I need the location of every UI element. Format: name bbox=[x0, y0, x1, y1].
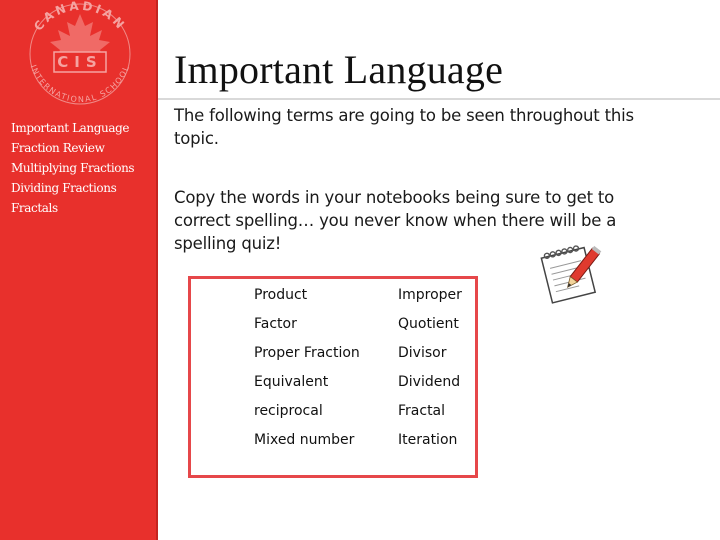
sidebar-divider bbox=[156, 0, 158, 540]
term-item: Divisor bbox=[398, 345, 447, 361]
term-item: Dividend bbox=[398, 374, 461, 390]
term-row bbox=[254, 374, 484, 403]
term-item: Improper bbox=[398, 287, 462, 303]
term-row bbox=[254, 287, 484, 316]
term-row bbox=[254, 432, 484, 461]
term-row bbox=[254, 345, 484, 374]
logo-bottom-text: INTERNATIONAL SCHOOL bbox=[28, 63, 132, 105]
term-item: Proper Fraction bbox=[254, 345, 360, 361]
cis-logo bbox=[14, 0, 146, 112]
sidebar-item-multiplying-fractions[interactable]: Multiplying Fractions bbox=[11, 161, 135, 175]
term-item: Mixed number bbox=[254, 432, 355, 448]
term-item: Factor bbox=[254, 316, 297, 332]
logo-center-text: CIS bbox=[57, 53, 103, 71]
sidebar-nav bbox=[11, 121, 151, 221]
instruction-paragraph: Copy the words in your notebooks being sure to get to correct spelling… you never know when there will be a spelling quiz! bbox=[174, 188, 617, 253]
sidebar-item-important-language[interactable]: Important Language bbox=[11, 121, 130, 135]
sidebar-item-dividing-fractions[interactable]: Dividing Fractions bbox=[11, 181, 117, 195]
term-row bbox=[254, 403, 484, 432]
term-row bbox=[254, 316, 484, 345]
term-item: reciprocal bbox=[254, 403, 323, 419]
term-item: Equivalent bbox=[254, 374, 329, 390]
intro-paragraph: The following terms are going to be seen throughout this topic. bbox=[174, 106, 634, 148]
terms-list bbox=[254, 287, 484, 461]
term-item: Fractal bbox=[398, 403, 446, 419]
term-item: Iteration bbox=[398, 432, 458, 448]
title-divider bbox=[158, 98, 720, 100]
sidebar-item-fraction-review[interactable]: Fraction Review bbox=[11, 141, 105, 155]
term-item: Quotient bbox=[398, 316, 459, 332]
sidebar-item-fractals[interactable]: Fractals bbox=[11, 201, 58, 215]
sidebar bbox=[0, 0, 158, 540]
term-item: Product bbox=[254, 287, 308, 303]
page-title: Important Language bbox=[174, 47, 504, 92]
notepad-pencil-icon bbox=[536, 238, 602, 304]
logo-top-text: CANADIAN bbox=[31, 0, 129, 34]
